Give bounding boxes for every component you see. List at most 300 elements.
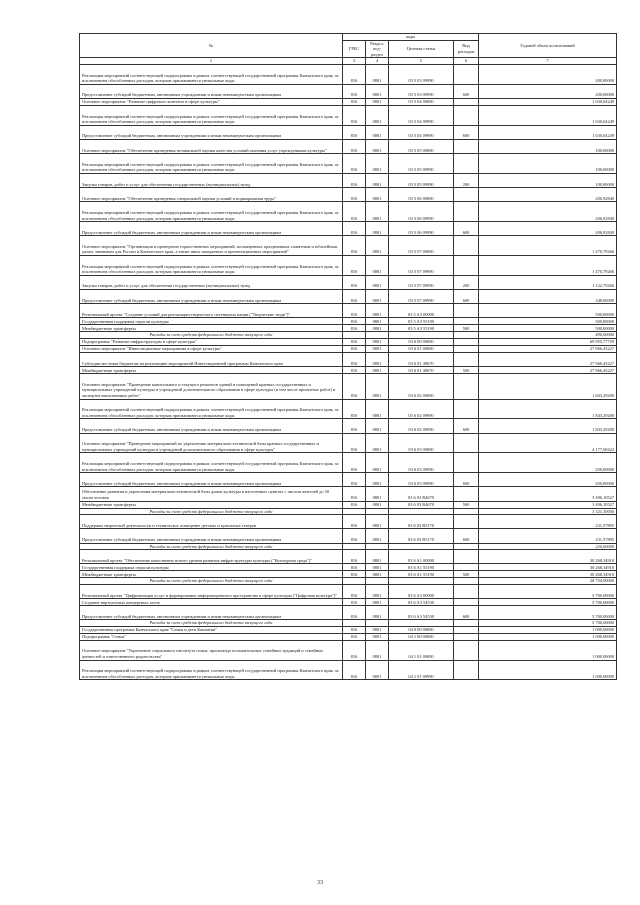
row-vid [454,98,479,105]
row-target: 03 6 00 00000 [389,339,454,346]
header-colnum: 7 [479,58,617,65]
row-grbs: 816 [343,640,366,660]
header-razdel: Раздел, под-раздел [366,40,389,58]
row-amount: 4 177,68422 [479,433,617,453]
table-row [80,599,617,606]
row-vid: 600 [454,473,479,487]
row-razdel: 0801 [366,419,389,433]
row-target: 03 5 06 09990 [389,222,454,236]
row-name: Реализация мероприятий соответствующей подпрограммы в рамках соответствующей государственной программы Камчатского края, за исключением обособленных расходов, которым присваиваются уникальные коды [80,154,343,174]
row-target: 03 6 01 40670 [389,367,454,374]
row-razdel: 0801 [366,173,389,187]
row-razdel: 0801 [366,125,389,139]
table-row [80,318,617,325]
row-razdel: 0801 [366,584,389,598]
row-target: 03 5 07 09990 [389,256,454,276]
row-target: 03 5 04 00000 [389,98,454,105]
row-grbs: 816 [343,599,366,606]
row-name: Расходы за счет средств федерального бюджета текущего года [80,578,343,585]
row-vid [454,487,479,501]
table-row [80,154,617,174]
empty-cell [454,332,479,339]
row-razdel: 0801 [366,98,389,105]
row-razdel: 0801 [366,550,389,564]
row-razdel: 0801 [366,660,389,680]
row-grbs: 816 [343,584,366,598]
header-colnum: 4 [366,58,389,65]
row-name: Основное мероприятие "Обеспечение проведения специальной оценки условий и нормирования труда" [80,188,343,202]
row-amount: 1 630,64249 [479,105,617,125]
row-razdel: 0801 [366,304,389,318]
row-vid [454,339,479,346]
row-grbs: 816 [343,606,366,620]
header-colnum: 3 [343,58,366,65]
row-target: 03 5 07 09990 [389,290,454,304]
row-target: 03 6 A1 00000 [389,550,454,564]
row-vid: 200 [454,275,479,289]
row-razdel: 0801 [366,346,389,353]
row-grbs: 816 [343,550,366,564]
row-name: Государственная поддержка отрасли культуры [80,564,343,571]
row-vid: 600 [454,222,479,236]
row-target: 03 6 A3 00000 [389,584,454,598]
row-name: Предоставление субсидий бюджетным, автономным учреждениям и иным некоммерческим организациям [80,419,343,433]
row-grbs: 816 [343,571,366,578]
row-vid [454,626,479,633]
row-razdel: 0801 [366,640,389,660]
empty-cell [366,332,389,339]
row-vid [454,188,479,202]
row-amount: 1 630,64249 [479,98,617,105]
row-vid [454,346,479,353]
row-vid: 600 [454,606,479,620]
row-vid [454,304,479,318]
table-row [80,564,617,571]
table-row [80,202,617,222]
row-amount: 1 000,00000 [479,626,617,633]
row-name: Государственная программа Камчатского края "Семья и дети Камчатки" [80,626,343,633]
row-target: 03 5 03 09990 [389,64,454,84]
row-target: 03 5 07 09990 [389,275,454,289]
row-target: 03 6 01 40670 [389,353,454,367]
row-vid [454,564,479,571]
row-grbs: 816 [343,98,366,105]
row-vid: 500 [454,367,479,374]
row-razdel: 0801 [366,154,389,174]
row-vid [454,202,479,222]
table-row [80,640,617,660]
table-row [80,222,617,236]
row-grbs: 816 [343,453,366,473]
row-grbs: 816 [343,275,366,289]
row-name: Региональный проект "Цифровизация услуг и формирование информационного пространства в сфере культуры ("Цифровая культура")" [80,584,343,598]
row-amount: 1 470,79266 [479,256,617,276]
row-name: Предоставление субсидий бюджетным, автономным учреждениям и иным некоммерческим организациям [80,473,343,487]
row-target: 03 5 03 09990 [389,84,454,98]
row-amount: 5 700,00000 [479,599,617,606]
table-row [80,275,617,289]
row-target: 03 5 A3 55190 [389,318,454,325]
row-vid [454,453,479,473]
row-vid [454,515,479,529]
row-amount: 69 955,77759 [479,339,617,346]
row-target: 03 5 07 00000 [389,236,454,256]
row-target: 03 6 03 00000 [389,433,454,453]
table-row [80,98,617,105]
row-razdel: 0801 [366,433,389,453]
table-row [80,584,617,598]
row-target: 03 5 06 00000 [389,188,454,202]
row-name: Реализация мероприятий соответствующей подпрограммы в рамках соответствующей государственной программы Камчатского края, за исключением обособленных расходов, которым присваиваются уникальные коды [80,453,343,473]
row-name: Основное мероприятие "Обеспечение проведения независимой оценки качества условий оказания услуг учреждениями культуры" [80,139,343,153]
row-razdel: 0801 [366,473,389,487]
row-amount: 348,00000 [479,290,617,304]
row-grbs: 816 [343,84,366,98]
row-grbs: 816 [343,256,366,276]
table-row [80,84,617,98]
empty-cell [366,543,389,550]
row-name: Подпрограмма "Развитие инфраструктуры в сфере культуры" [80,339,343,346]
budget-rows [80,64,617,680]
row-vid [454,399,479,419]
table-row [80,125,617,139]
row-amount: 27 966,45227 [479,346,617,353]
row-name: Основное мероприятие "Развитие цифрового контента в сфере культуры" [80,98,343,105]
row-name: Реализация мероприятий соответствующей подпрограммы в рамках соответствующей государственной программы Камчатского края, за исключением обособленных расходов, которым присваиваются уникальные коды [80,660,343,680]
row-name: Межбюджетные трансферты [80,367,343,374]
row-razdel: 0801 [366,275,389,289]
empty-cell [366,508,389,515]
row-amount: 231,57895 [479,529,617,543]
row-name: Предоставление субсидий бюджетным, автономным учреждениям и иным некоммерческим организациям [80,290,343,304]
row-target: 03 5 A3 55190 [389,325,454,332]
row-vid [454,640,479,660]
row-razdel: 0801 [366,515,389,529]
row-target: 03 6 03 R4670 [389,501,454,508]
header-amount: Годовой объем ассигнований [479,34,617,58]
row-vid [454,105,479,125]
row-name: Региональный проект "Обеспечение качественно нового уровня развития инфраструктуры культуры ("Культурная среда")" [80,550,343,564]
row-amount: 100,00000 [479,173,617,187]
row-vid [454,64,479,84]
row-razdel: 0801 [366,571,389,578]
row-amount: 27 966,45227 [479,367,617,374]
row-amount: 231,57895 [479,515,617,529]
row-grbs: 816 [343,139,366,153]
row-name: Подпрограмма "Семья" [80,633,343,640]
row-razdel: 0801 [366,353,389,367]
table-row [80,660,617,680]
table-row [80,487,617,501]
row-razdel: 0801 [366,325,389,332]
row-amount: 1 000,00000 [479,640,617,660]
row-grbs: 816 [343,339,366,346]
row-vid [454,139,479,153]
row-grbs: 816 [343,346,366,353]
row-name: Межбюджетные трансферты [80,571,343,578]
row-grbs: 816 [343,626,366,633]
row-name: Расходы за счет средств федерального бюджета текущего года [80,543,343,550]
row-target: 03 6 03 09990 [389,453,454,473]
row-vid [454,633,479,640]
row-grbs: 816 [343,236,366,256]
row-amount: 206,92840 [479,188,617,202]
row-name: Межбюджетные трансферты [80,501,343,508]
table-row [80,501,617,508]
row-vid [454,584,479,598]
row-name: Межбюджетные трансферты [80,325,343,332]
row-grbs: 816 [343,222,366,236]
table-row [80,173,617,187]
table-row [80,633,617,640]
row-target: 04 1 00 00000 [389,633,454,640]
header-colnum: 5 [389,58,454,65]
row-amount: 1 122,79266 [479,275,617,289]
row-amount: 500,00000 [479,318,617,325]
row-razdel: 0801 [366,606,389,620]
row-name: Расходы за счет средств федерального бюджета текущего года [80,620,343,627]
empty-cell [343,508,366,515]
row-razdel: 0801 [366,564,389,571]
row-grbs: 816 [343,154,366,174]
table-row [80,453,617,473]
row-vid [454,374,479,399]
row-razdel: 0801 [366,139,389,153]
row-amount: 5 700,00000 [479,584,617,598]
row-name: Закупка товаров, работ и услуг для обеспечения государственных (муниципальных) нужд [80,275,343,289]
row-target: 03 5 05 00000 [389,139,454,153]
row-grbs: 816 [343,515,366,529]
empty-cell [389,332,454,339]
row-amount: 500,00000 [479,325,617,332]
row-grbs: 816 [343,660,366,680]
table-row [80,626,617,633]
empty-cell [343,578,366,585]
row-amount: 220,00000 [479,543,617,550]
row-name: Предоставление субсидий бюджетным, автономным учреждениям и иным некоммерческим организациям [80,606,343,620]
row-razdel: 0801 [366,599,389,606]
row-razdel: 0801 [366,367,389,374]
row-target: 03 6 01 00000 [389,346,454,353]
row-grbs: 816 [343,125,366,139]
row-grbs: 816 [343,367,366,374]
row-name: Предоставление субсидий бюджетным, автономным учреждениям и иным некоммерческим организациям [80,529,343,543]
row-vid [454,433,479,453]
row-grbs: 816 [343,633,366,640]
row-grbs: 816 [343,188,366,202]
row-amount: 450,00000 [479,473,617,487]
row-amount: 500,00000 [479,304,617,318]
row-target: 03 6 03 R5170 [389,529,454,543]
table-row [80,105,617,125]
table-row [80,529,617,543]
header-target: Целевая статья [389,40,454,58]
row-vid [454,660,479,680]
empty-cell [343,620,366,627]
row-razdel: 0801 [366,626,389,633]
row-target: 03 6 03 09990 [389,473,454,487]
table-row [80,339,617,346]
row-target: 03 6 A3 54530 [389,599,454,606]
row-amount: 450,00000 [479,453,617,473]
row-name: Реализация мероприятий соответствующей подпрограммы в рамках соответствующей государственной программы Камчатского края, за исключением обособленных расходов, которым присваиваются уникальные коды [80,202,343,222]
row-grbs: 816 [343,374,366,399]
row-razdel: 0801 [366,256,389,276]
row-razdel: 0801 [366,501,389,508]
row-target: 03 5 04 09990 [389,105,454,125]
row-razdel: 0801 [366,84,389,98]
row-amount: 490,00000 [479,332,617,339]
table-row [80,256,617,276]
table-row [80,374,617,399]
table-row [80,304,617,318]
note-row [80,620,617,627]
row-name: Основное мероприятие "Проведение мероприятий по укреплению материально-технической базы краевых государственных и муниципальных учреждений культуры и учреждений дополнительного образования в сфере культуры" [80,433,343,453]
row-vid [454,236,479,256]
row-grbs: 816 [343,105,366,125]
row-razdel: 0801 [366,236,389,256]
row-name: Основное мероприятие "Инвестиционные мероприятия в сфере культуры" [80,346,343,353]
empty-cell [389,508,454,515]
row-grbs: 816 [343,173,366,187]
table-row [80,433,617,453]
table-row [80,290,617,304]
row-vid [454,599,479,606]
row-name: Закупка товаров, работ и услуг для обеспечения государственных (муниципальных) нужд [80,173,343,187]
note-row [80,578,617,585]
row-name: Предоставление субсидий бюджетным, автономным учреждениям и иным некоммерческим организациям [80,84,343,98]
empty-cell [366,620,389,627]
table-row [80,236,617,256]
table-row [80,325,617,332]
row-name: Субсидии местным бюджетам на реализацию мероприятий Инвестиционной программы Камчатского края [80,353,343,367]
row-amount: 200,00000 [479,84,617,98]
row-grbs: 816 [343,325,366,332]
row-amount: 206,92840 [479,222,617,236]
empty-cell [366,578,389,585]
row-amount: 200,00000 [479,64,617,84]
row-amount: 1 000,00000 [479,633,617,640]
header-grbs: ГРБС [343,40,366,58]
row-amount: 3 496,10527 [479,501,617,508]
row-grbs: 816 [343,318,366,325]
row-target: 04 0 00 00000 [389,626,454,633]
row-vid: 500 [454,571,479,578]
row-grbs: 816 [343,399,366,419]
table-row [80,473,617,487]
row-razdel: 0801 [366,453,389,473]
table-row [80,346,617,353]
empty-cell [343,543,366,550]
row-grbs: 816 [343,304,366,318]
row-target: 03 6 A1 55190 [389,564,454,571]
row-vid: 500 [454,325,479,332]
row-vid [454,256,479,276]
row-name: Расходы за счет средств федерального бюджета текущего года [80,332,343,339]
header-colnum: 6 [454,58,479,65]
row-target: 03 6 A1 55190 [389,571,454,578]
row-vid: 600 [454,419,479,433]
row-name: Расходы за счет средств федерального бюджета текущего года [80,508,343,515]
row-name: Предоставление субсидий бюджетным, автономным учреждениям и иным некоммерческим организациям [80,222,343,236]
table-row [80,419,617,433]
row-razdel: 0801 [366,64,389,84]
row-target: 03 5 06 09990 [389,202,454,222]
row-amount: 28 754,90000 [479,578,617,585]
header-num: № [80,34,343,58]
table-row [80,399,617,419]
row-name: Региональный проект "Создание условий для реализации творческого потенциала нации ("Творческие люди")" [80,304,343,318]
row-grbs: 816 [343,419,366,433]
budget-sheet [79,33,616,680]
table-row [80,139,617,153]
empty-cell [389,543,454,550]
row-target: 03 6 02 00000 [389,374,454,399]
row-vid [454,318,479,325]
row-vid: 600 [454,529,479,543]
row-grbs: 816 [343,353,366,367]
row-amount: 30 268,34910 [479,550,617,564]
row-name: Поддержка творческой деятельности и техническое оснащение детских и кукольных театров [80,515,343,529]
row-vid [454,154,479,174]
header-vid: Вид расходов [454,40,479,58]
row-amount: 1 630,64249 [479,125,617,139]
row-target: 03 5 05 09990 [389,173,454,187]
empty-cell [454,508,479,515]
row-amount: 30 268,34910 [479,564,617,571]
row-target: 03 6 A3 54530 [389,606,454,620]
table-row [80,550,617,564]
table-row [80,353,617,367]
header-codes: коды [343,34,479,41]
row-grbs: 816 [343,487,366,501]
row-razdel: 0801 [366,290,389,304]
page-number: 33 [317,880,323,886]
row-amount: 206,92840 [479,202,617,222]
row-amount: 1 843,29200 [479,419,617,433]
row-amount: 27 966,45227 [479,353,617,367]
note-row [80,508,617,515]
row-amount: 1 470,79266 [479,236,617,256]
table-row [80,188,617,202]
empty-cell [454,543,479,550]
row-vid: 600 [454,290,479,304]
row-target: 03 5 04 09990 [389,125,454,139]
row-grbs: 816 [343,433,366,453]
row-name: Государственная поддержка отрасли культуры [80,318,343,325]
row-target: 03 6 03 R4670 [389,487,454,501]
row-name: Реализация мероприятий соответствующей подпрограммы в рамках соответствующей государственной программы Камчатского края, за исключением обособленных расходов, которым присваиваются уникальные коды [80,105,343,125]
row-razdel: 0801 [366,222,389,236]
header-colnum: 1 [80,58,343,65]
row-amount: 1 000,00000 [479,660,617,680]
row-name: Предоставление субсидий бюджетным, автономным учреждениям и иным некоммерческим организациям [80,125,343,139]
row-razdel: 0801 [366,318,389,325]
row-amount: 100,00000 [479,139,617,153]
row-razdel: 0801 [366,105,389,125]
empty-cell [389,578,454,585]
row-name: Основное мероприятие "Укрепление социального института семьи, пропаганда положительных семейных традиций и семейных ценностей и ответственного родительства" [80,640,343,660]
row-target: 03 6 03 R5170 [389,515,454,529]
empty-cell [454,578,479,585]
table-row [80,367,617,374]
row-target: 04 1 01 09990 [389,660,454,680]
row-razdel: 0801 [366,633,389,640]
row-amount: 100,00000 [479,154,617,174]
row-name: Реализация мероприятий соответствующей подпрограммы в рамках соответствующей государственной программы Камчатского края, за исключением обособленных расходов, которым присваиваются уникальные коды [80,256,343,276]
row-target: 03 5 A3 00000 [389,304,454,318]
row-grbs: 816 [343,501,366,508]
